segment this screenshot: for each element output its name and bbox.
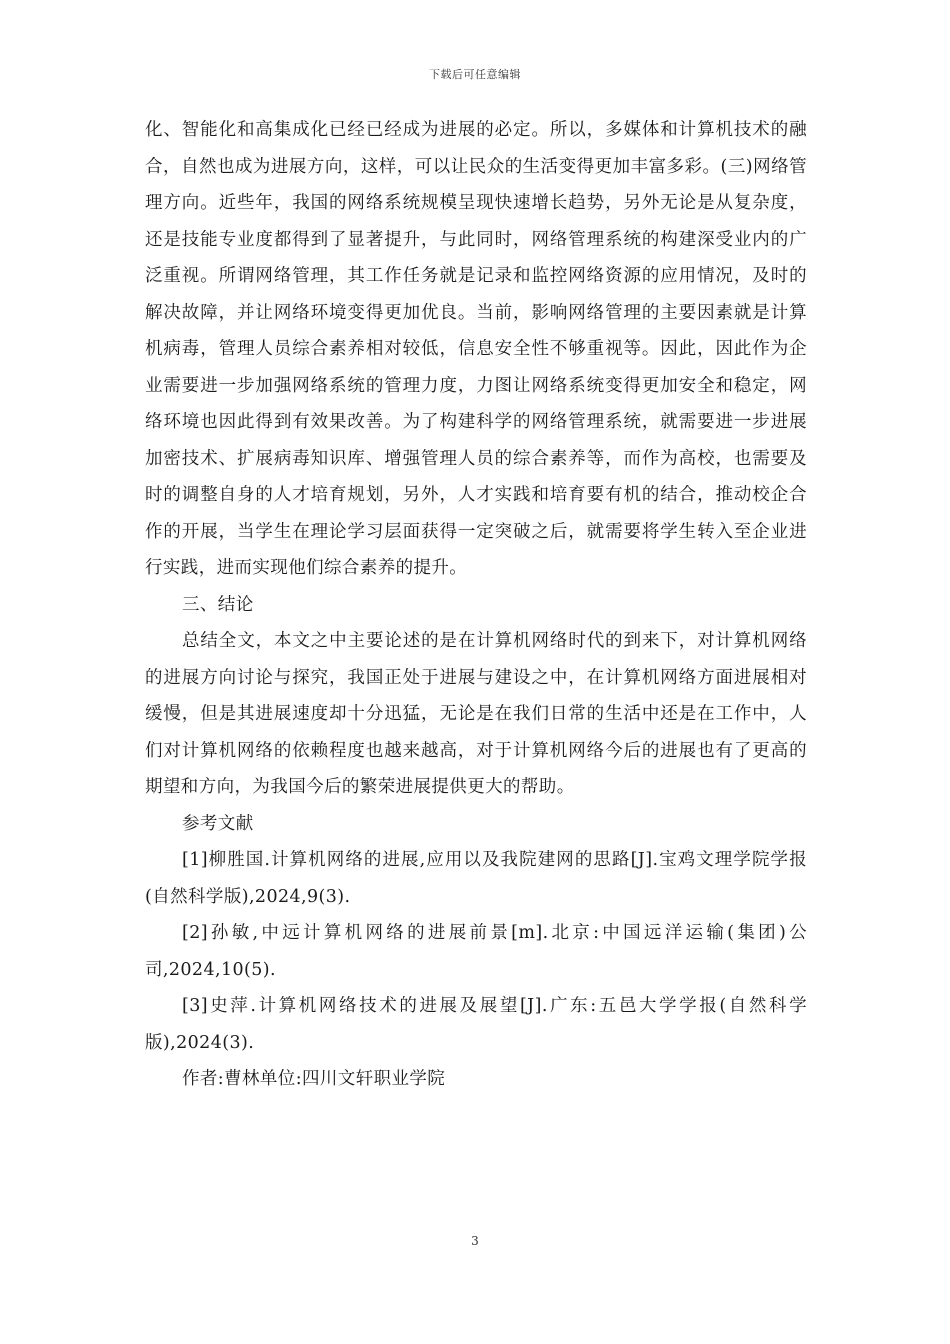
conclusion-paragraph: 总结全文，本文之中主要论述的是在计算机网络时代的到来下，对计算机网络的进展方向讨论与探究，我国正处于进展与建设之中，在计算机网络方面进展相对缓慢，但是其进展速度却十分迅猛，无论是在我们日常的生活中还是在工作中，人们对计算机网络的依赖程度也越来越高，对于计算机网络今后的进展也有了更高的期望和方向，为我国今后的繁荣进展提供更大的帮助。 bbox=[145, 631, 807, 797]
references-heading: 参考文献 bbox=[182, 813, 254, 834]
author-line: 作者:曹林单位:四川文轩职业学院 bbox=[182, 1069, 446, 1089]
reference-item: [2]孙敏,中远计算机网络的进展前景[m].北京:中国远洋运输(集团)公司,2024,10(5). bbox=[145, 923, 807, 980]
body-paragraph: 化、智能化和高集成化已经已经成为进展的必定。所以，多媒体和计算机技术的融合，自然也成为进展方向，这样，可以让民众的生活变得更加丰富多彩。(三)网络管理方向。近些年，我国的网络系统规模呈现快速增长趋势，另外无论是从复杂度，还是技能专业度都得到了显著提升，与此同时，网络管理系统的构建深受业内的广泛重视。所谓网络管理，其工作任务就是记录和监控网络资源的应用情况，及时的解决故障，并让网络环境变得更加优良。当前，影响网络管理的主要因素就是计算机病毒，管理人员综合素养相对较低，信息安全性不够重视等。因此，因此作为企业需要进一步加强网络系统的管理力度，力图让网络系统变得更加安全和稳定，网络环境也因此得到有效果改善。为了构建科学的网络管理系统，就需要进一步进展加密技术、扩展病毒知识库、增强管理人员的综合素养等，而作为高校，也需要及时的调整自身的人才培育规划，另外，人才实践和培育要有机的结合，推动校企合作的开展，当学生在理论学习层面获得一定突破之后，就需要将学生转入至企业进行实践，进而实现他们综合素养的提升。 bbox=[145, 120, 807, 578]
page-number: 3 bbox=[471, 1234, 479, 1248]
section-heading: 三、结论 bbox=[182, 594, 254, 615]
page-header: 下载后可任意编辑 bbox=[429, 68, 521, 81]
reference-item: [3]史萍.计算机网络技术的进展及展望[J].广东:五邑大学学报(自然科学版),2024(3). bbox=[145, 996, 807, 1053]
reference-item: [1]柳胜国.计算机网络的进展,应用以及我院建网的思路[J].宝鸡文理学院学报(自然科学版),2024,9(3). bbox=[145, 850, 807, 907]
document-body bbox=[145, 112, 807, 1098]
